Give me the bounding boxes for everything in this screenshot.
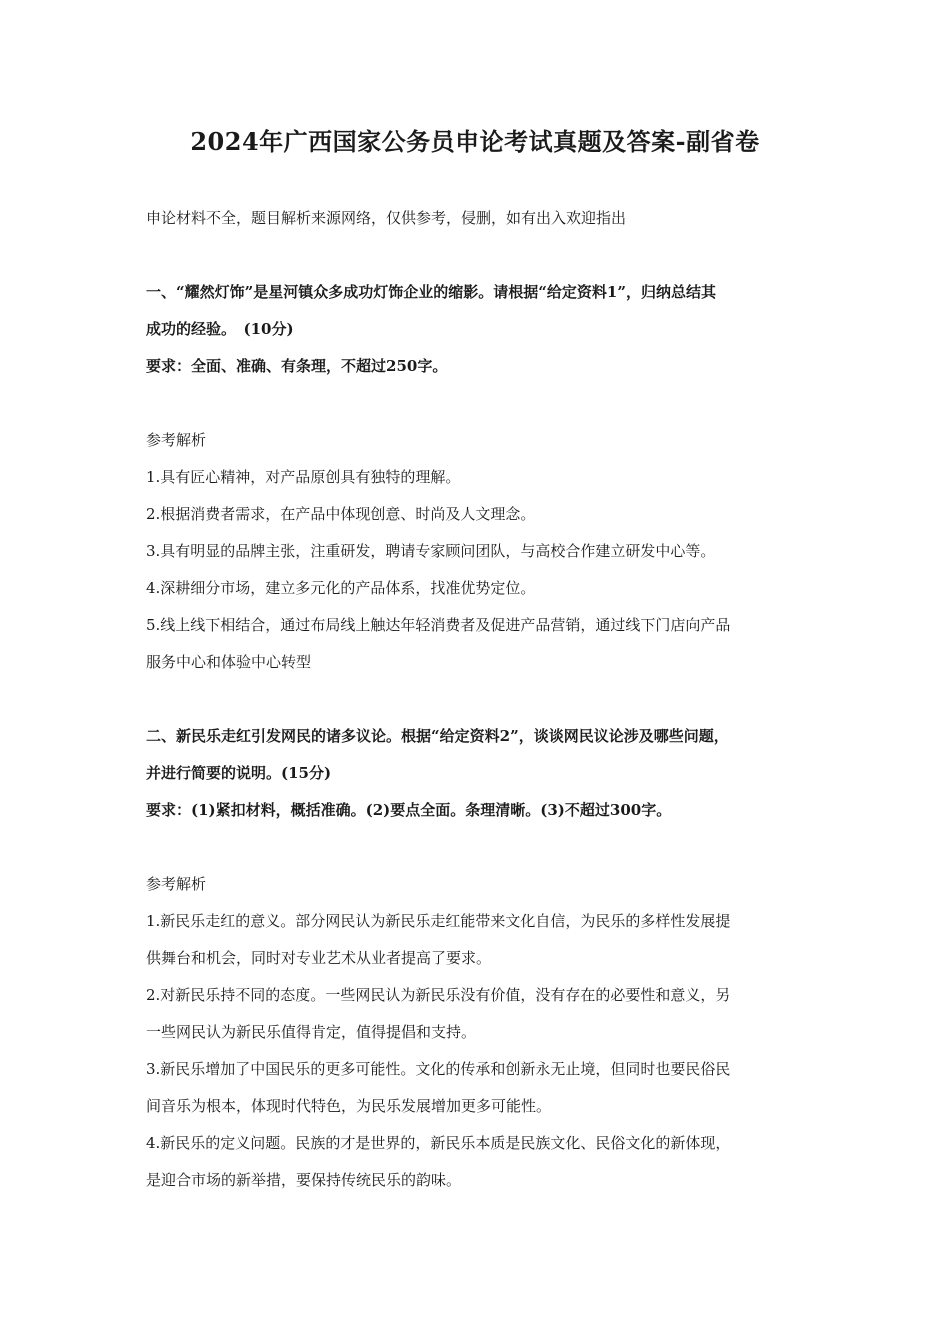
question-1-requirement: 要求：全面、准确、有条理，不超过250字。 [146, 357, 448, 375]
question-1-answer-line: 1.具有匠心精神，对产品原创具有独特的理解。 [146, 468, 461, 486]
question-2-answer-line: 是迎合市场的新举措，要保持传统民乐的韵味。 [146, 1171, 462, 1189]
document-body [146, 200, 816, 1199]
question-2-analysis-label: 参考解析 [146, 875, 207, 893]
question-1-answer-line: 5.线上线下相结合，通过布局线上触达年轻消费者及促进产品营销，通过线下门店向产品 [146, 616, 731, 634]
spacer [146, 237, 816, 274]
question-2-answer-line: 供舞台和机会，同时对专业艺术从业者提高了要求。 [146, 949, 492, 967]
question-1-answer-line: 2.根据消费者需求，在产品中体现创意、时尚及人文理念。 [146, 505, 536, 523]
question-2-answer-line: 2.对新民乐持不同的态度。一些网民认为新民乐没有价值，没有存在的必要性和意义，另 [146, 986, 731, 1004]
question-2-answer-line: 1.新民乐走红的意义。部分网民认为新民乐走红能带来文化自信，为民乐的多样性发展提 [146, 912, 731, 930]
question-1-line-2: 成功的经验。 (10分) [146, 320, 294, 338]
spacer [146, 829, 816, 866]
question-2-answer-line: 一些网民认为新民乐值得肯定，值得提倡和支持。 [146, 1023, 477, 1041]
question-2-line-1: 二、新民乐走红引发网民的诸多议论。根据“给定资料2”，谈谈网民议论涉及哪些问题， [146, 727, 729, 745]
spacer [146, 681, 816, 718]
question-2-requirement: 要求：(1)紧扣材料，概括准确。(2)要点全面。条理清晰。(3)不超过300字。 [146, 801, 672, 819]
question-1-answer-line: 服务中心和体验中心转型 [146, 653, 312, 671]
question-1-line-1: 一、“耀然灯饰”是星河镇众多成功灯饰企业的缩影。请根据“给定资料1”，归纳总结其 [146, 283, 716, 301]
spacer [146, 385, 816, 422]
question-2-answer-line: 4.新民乐的定义问题。民族的才是世界的，新民乐本质是民族文化、民俗文化的新体现， [146, 1134, 731, 1152]
document-title: 2024年广西国家公务员申论考试真题及答案-副省卷 [190, 127, 760, 156]
question-2-line-2: 并进行简要的说明。(15分) [146, 764, 332, 782]
question-2-answer-line: 3.新民乐增加了中国民乐的更多可能性。文化的传承和创新永无止境，但同时也要民俗民 [146, 1060, 731, 1078]
question-1-answer-line: 3.具有明显的品牌主张，注重研发，聘请专家顾问团队，与高校合作建立研发中心等。 [146, 542, 716, 560]
question-1-answer-line: 4.深耕细分市场，建立多元化的产品体系，找准优势定位。 [146, 579, 536, 597]
question-1-analysis-label: 参考解析 [146, 431, 207, 449]
notice-text: 申论材料不全，题目解析来源网络，仅供参考，侵删，如有出入欢迎指出 [146, 209, 627, 227]
question-2-answer-line: 间音乐为根本，体现时代特色，为民乐发展增加更多可能性。 [146, 1097, 552, 1115]
